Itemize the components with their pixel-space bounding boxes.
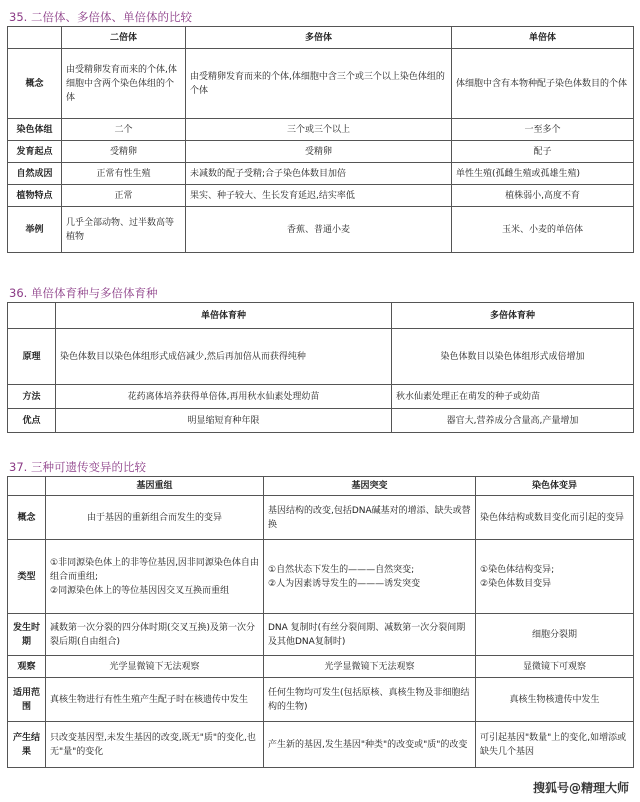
table-cell: 未减数的配子受精;合子染色体数目加倍 bbox=[186, 163, 452, 185]
table-cell: 正常 bbox=[62, 185, 186, 207]
table-cell: 可引起基因"数量"上的变化,如增添或缺失几个基因 bbox=[476, 722, 634, 768]
header-cell: 单倍体育种 bbox=[56, 303, 392, 329]
row-label: 方法 bbox=[8, 385, 56, 409]
row-label: 产生结果 bbox=[8, 722, 46, 768]
table-cell: 几乎全部动物、过半数高等植物 bbox=[62, 207, 186, 253]
table-cell: 光学显微镜下无法观察 bbox=[264, 656, 476, 678]
table-cell: 光学显微镜下无法观察 bbox=[46, 656, 264, 678]
table-cell: 配子 bbox=[452, 141, 634, 163]
table-row bbox=[8, 207, 634, 253]
table-cell: 真核生物核遗传中发生 bbox=[476, 678, 634, 722]
table-row bbox=[8, 540, 634, 614]
table-cell: 由受精卵发育而来的个体,体细胞中含两个染色体组的个体 bbox=[62, 49, 186, 119]
section-36 bbox=[7, 284, 633, 433]
section-title-36: 36. 单倍体育种与多倍体育种 bbox=[9, 286, 158, 300]
row-label: 概念 bbox=[8, 496, 46, 540]
header-cell: 单倍体 bbox=[452, 27, 634, 49]
table-cell: 三个或三个以上 bbox=[186, 119, 452, 141]
table-cell: 器官大,营养成分含量高,产量增加 bbox=[392, 409, 634, 433]
table-cell: 由于基因的重新组合而发生的变异 bbox=[46, 496, 264, 540]
table-row bbox=[8, 678, 634, 722]
row-label: 染色体组 bbox=[8, 119, 62, 141]
table-row bbox=[8, 185, 634, 207]
section-35 bbox=[7, 8, 633, 253]
section-title-37: 37. 三种可遗传变异的比较 bbox=[9, 460, 146, 474]
row-label: 发育起点 bbox=[8, 141, 62, 163]
table-header-row bbox=[8, 477, 634, 496]
table-cell: 受精卵 bbox=[62, 141, 186, 163]
section-title-35: 35. 二倍体、多倍体、单倍体的比较 bbox=[9, 10, 192, 24]
table-row bbox=[8, 656, 634, 678]
row-label: 原理 bbox=[8, 329, 56, 385]
table-row bbox=[8, 385, 634, 409]
row-label: 举例 bbox=[8, 207, 62, 253]
table-row bbox=[8, 163, 634, 185]
table-cell: ①非同源染色体上的非等位基因,因非同源染色体自由组合而重组; ②同源染色体上的等位基因因交叉互换而重组 bbox=[46, 540, 264, 614]
table-cell: 明显缩短育种年限 bbox=[56, 409, 392, 433]
table-row bbox=[8, 496, 634, 540]
comparison-table-variation bbox=[7, 476, 634, 768]
row-label: 自然成因 bbox=[8, 163, 62, 185]
table-row bbox=[8, 119, 634, 141]
table-cell: DNA 复制时(有丝分裂间期、减数第一次分裂间期及其他DNA复制时) bbox=[264, 614, 476, 656]
table-cell: 香蕉、普通小麦 bbox=[186, 207, 452, 253]
row-label: 观察 bbox=[8, 656, 46, 678]
header-cell: 基因突变 bbox=[264, 477, 476, 496]
header-cell: 二倍体 bbox=[62, 27, 186, 49]
table-cell: 单性生殖(孤雌生殖或孤雄生殖) bbox=[452, 163, 634, 185]
table-cell: 受精卵 bbox=[186, 141, 452, 163]
table-cell: 正常有性生殖 bbox=[62, 163, 186, 185]
table-row bbox=[8, 614, 634, 656]
table-cell: 花药离体培养获得单倍体,再用秋水仙素处理幼苗 bbox=[56, 385, 392, 409]
table-cell: 任何生物均可发生(包括原核、真核生物及非细胞结构的生物) bbox=[264, 678, 476, 722]
row-label: 类型 bbox=[8, 540, 46, 614]
table-header-row bbox=[8, 303, 634, 329]
table-cell: ①染色体结构变异; ②染色体数目变异 bbox=[476, 540, 634, 614]
table-row bbox=[8, 409, 634, 433]
table-cell: 玉米、小麦的单倍体 bbox=[452, 207, 634, 253]
table-row bbox=[8, 722, 634, 768]
header-cell: 基因重组 bbox=[46, 477, 264, 496]
table-cell: ①自然状态下发生的———自然突变; ②人为因素诱导发生的———诱发突变 bbox=[264, 540, 476, 614]
header-cell bbox=[8, 303, 56, 329]
header-cell bbox=[8, 27, 62, 49]
table-cell: 一至多个 bbox=[452, 119, 634, 141]
table-header-row bbox=[8, 27, 634, 49]
table-row bbox=[8, 49, 634, 119]
table-row bbox=[8, 141, 634, 163]
table-cell: 减数第一次分裂的四分体时期(交叉互换)及第一次分裂后期(自由组合) bbox=[46, 614, 264, 656]
table-cell: 真核生物进行有性生殖产生配子时在核遗传中发生 bbox=[46, 678, 264, 722]
comparison-table-breeding bbox=[7, 302, 634, 433]
header-cell: 多倍体育种 bbox=[392, 303, 634, 329]
table-cell: 植株弱小,高度不育 bbox=[452, 185, 634, 207]
table-row bbox=[8, 329, 634, 385]
header-cell: 染色体变异 bbox=[476, 477, 634, 496]
table-cell: 秋水仙素处理正在萌发的种子或幼苗 bbox=[392, 385, 634, 409]
table-cell: 显微镜下可观察 bbox=[476, 656, 634, 678]
table-cell: 二个 bbox=[62, 119, 186, 141]
row-label: 发生时期 bbox=[8, 614, 46, 656]
table-cell: 由受精卵发育而来的个体,体细胞中含三个或三个以上染色体组的个体 bbox=[186, 49, 452, 119]
row-label: 优点 bbox=[8, 409, 56, 433]
table-cell: 染色体数目以染色体组形式成倍增加 bbox=[392, 329, 634, 385]
table-cell: 基因结构的改变,包括DNA碱基对的增添、缺失或替换 bbox=[264, 496, 476, 540]
table-cell: 染色体结构或数目变化而引起的变异 bbox=[476, 496, 634, 540]
table-cell: 产生新的基因,发生基因"种类"的改变或"质"的改变 bbox=[264, 722, 476, 768]
watermark: 搜狐号@精理大师 bbox=[530, 779, 632, 796]
table-cell: 细胞分裂期 bbox=[476, 614, 634, 656]
row-label: 植物特点 bbox=[8, 185, 62, 207]
table-cell: 果实、种子较大、生长发育延迟,结实率低 bbox=[186, 185, 452, 207]
header-cell: 多倍体 bbox=[186, 27, 452, 49]
section-37 bbox=[7, 458, 633, 768]
header-cell bbox=[8, 477, 46, 496]
table-cell: 染色体数目以染色体组形式成倍减少,然后再加倍从而获得纯种 bbox=[56, 329, 392, 385]
comparison-table-ploidy bbox=[7, 26, 634, 253]
table-cell: 只改变基因型,未发生基因的改变,既无"质"的变化,也无"量"的变化 bbox=[46, 722, 264, 768]
row-label: 适用范围 bbox=[8, 678, 46, 722]
row-label: 概念 bbox=[8, 49, 62, 119]
table-cell: 体细胞中含有本物种配子染色体数目的个体 bbox=[452, 49, 634, 119]
